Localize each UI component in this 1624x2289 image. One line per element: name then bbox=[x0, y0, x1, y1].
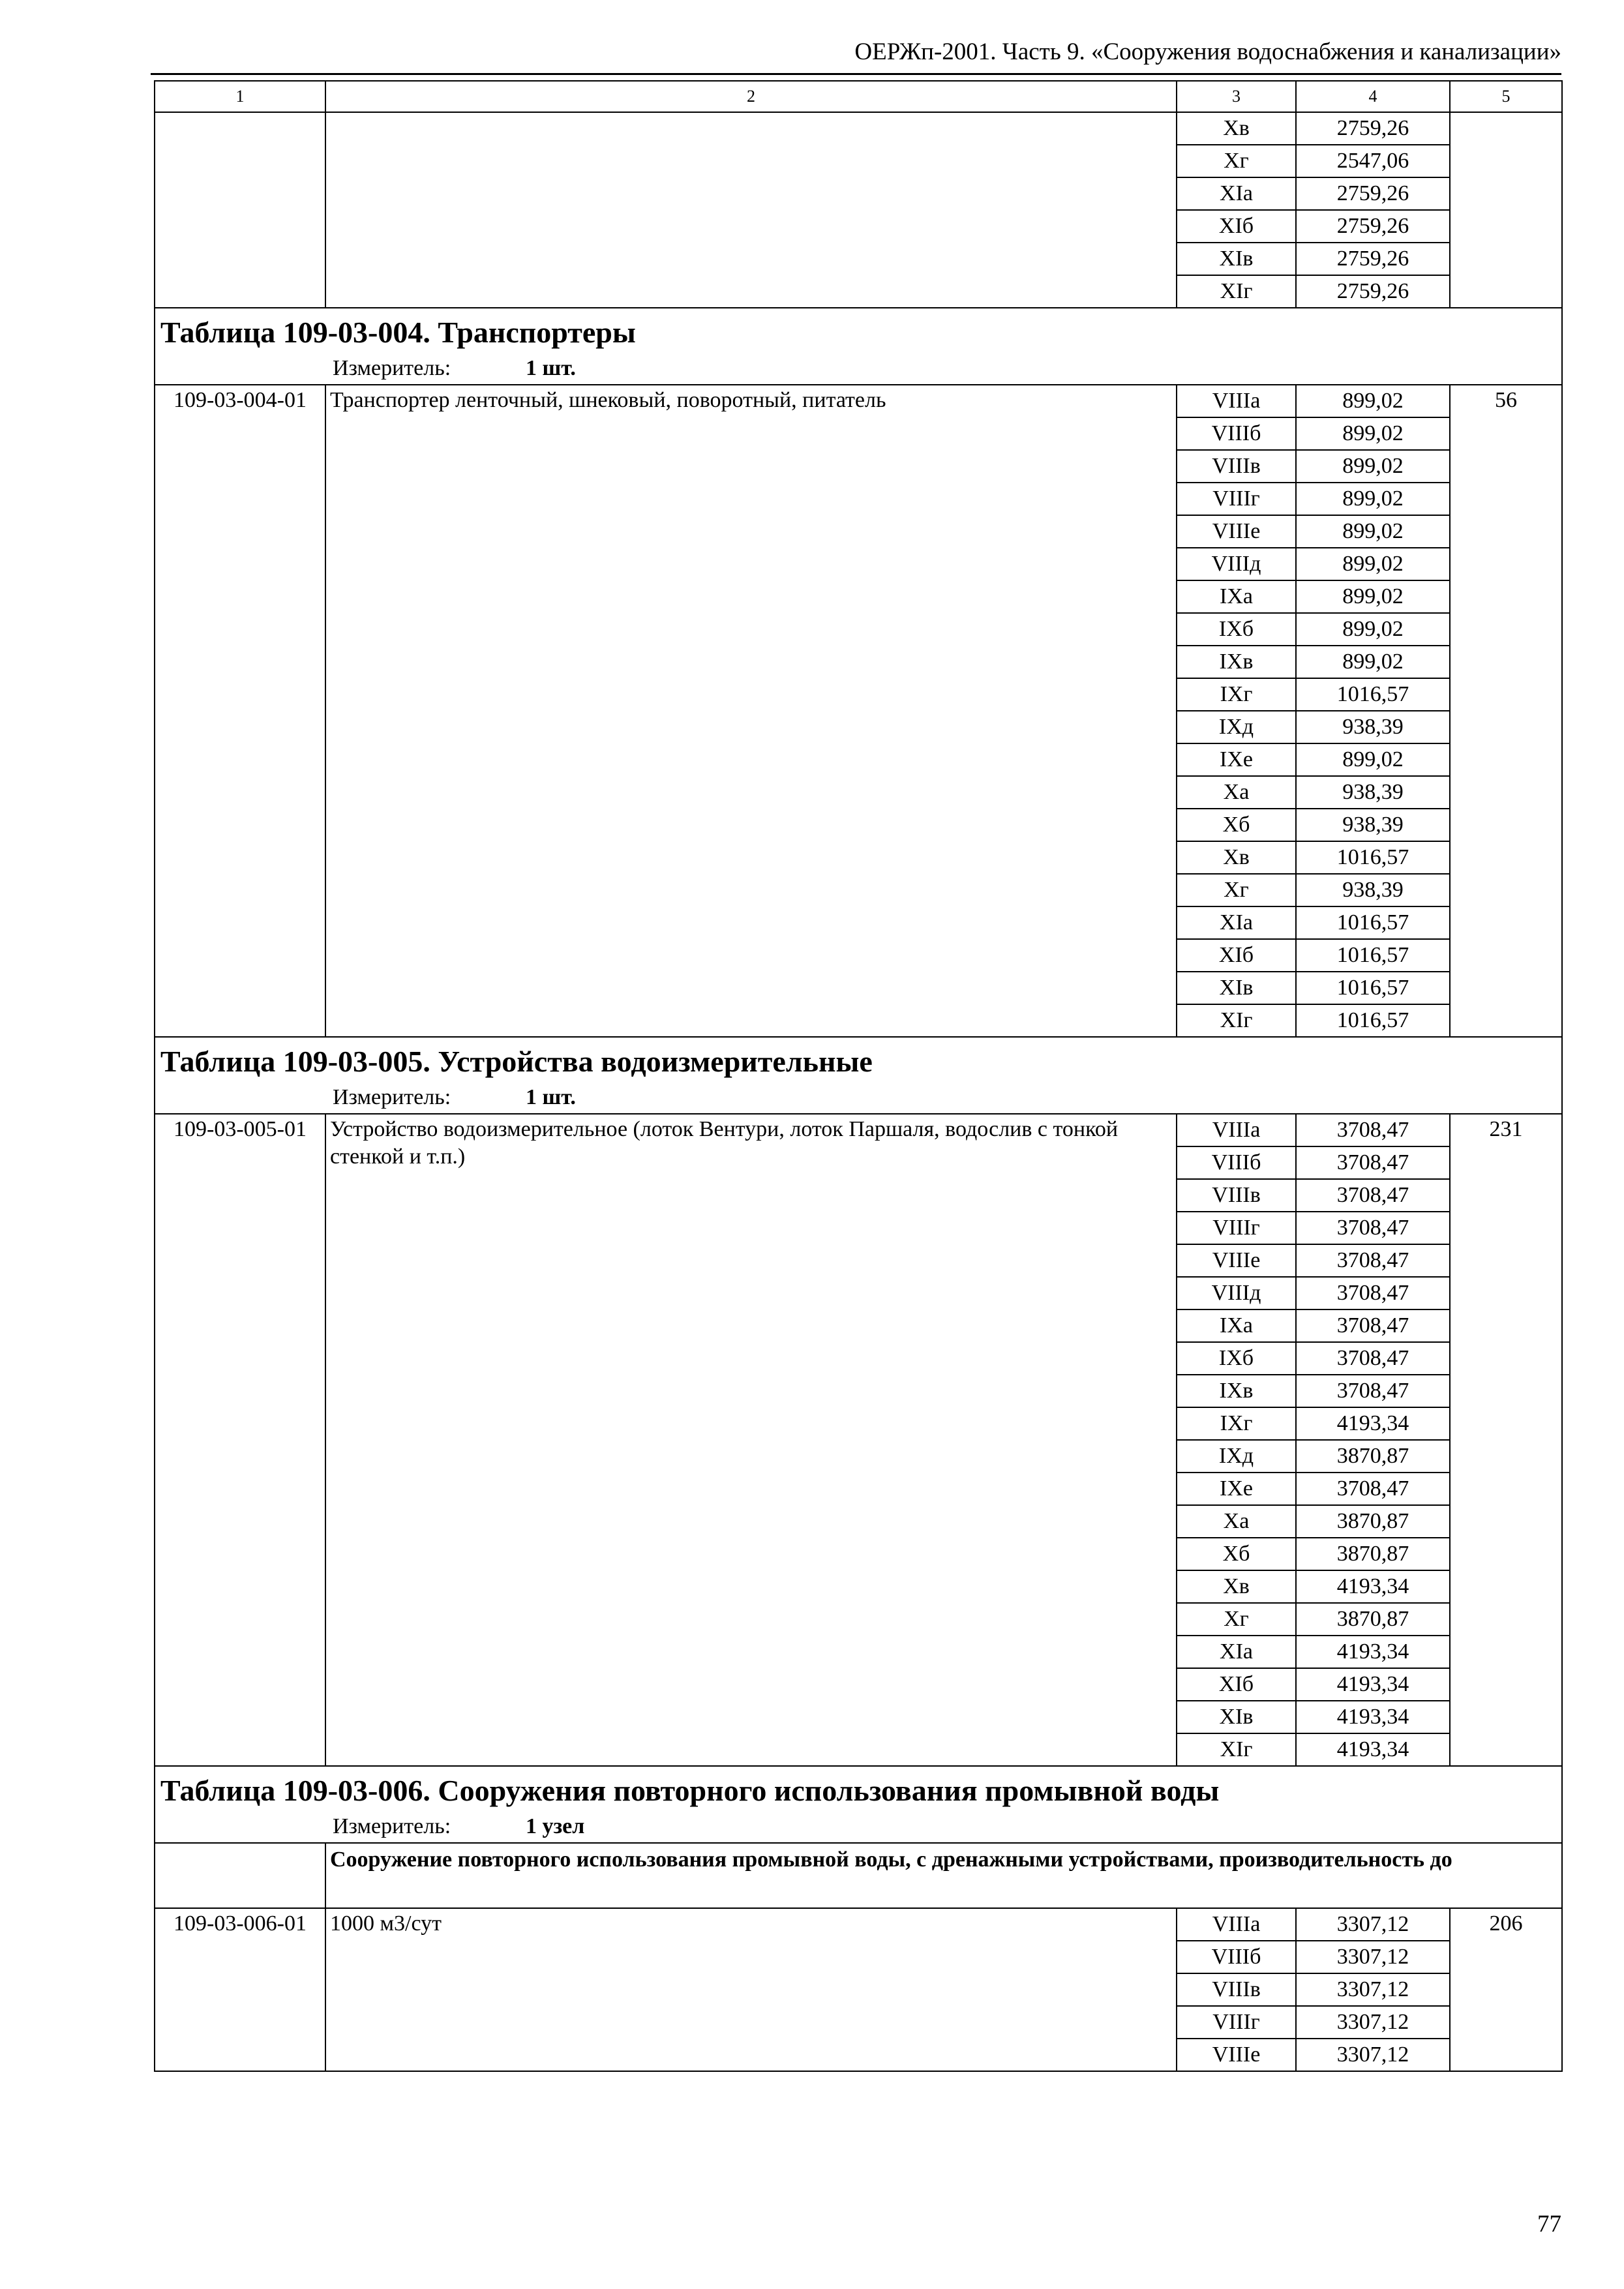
item-code: 109-03-004-01 bbox=[155, 385, 325, 1037]
price-cell: 938,39 bbox=[1296, 711, 1450, 743]
item-col5 bbox=[1450, 112, 1562, 308]
price-cell: 4193,34 bbox=[1296, 1733, 1450, 1766]
unit-label: Измеритель: bbox=[333, 1085, 451, 1109]
table-row bbox=[155, 385, 1562, 417]
price-cell: 4193,34 bbox=[1296, 1701, 1450, 1733]
price-cell: 4193,34 bbox=[1296, 1668, 1450, 1701]
column-number: 1 bbox=[155, 81, 325, 112]
zone-cell: VIIIв bbox=[1177, 450, 1296, 483]
zone-cell: IXв bbox=[1177, 646, 1296, 678]
subheader-row bbox=[155, 1843, 1562, 1908]
price-cell: 3708,47 bbox=[1296, 1375, 1450, 1407]
zone-cell: VIIIв bbox=[1177, 1973, 1296, 2006]
price-cell: 3708,47 bbox=[1296, 1342, 1450, 1375]
price-cell: 2759,26 bbox=[1296, 112, 1450, 145]
price-cell: 899,02 bbox=[1296, 548, 1450, 580]
zone-cell: XIв bbox=[1177, 1701, 1296, 1733]
zone-cell: IXа bbox=[1177, 580, 1296, 613]
price-cell: 1016,57 bbox=[1296, 972, 1450, 1004]
zone-cell: XIб bbox=[1177, 210, 1296, 243]
zone-cell: XIг bbox=[1177, 1733, 1296, 1766]
zone-cell: Xв bbox=[1177, 841, 1296, 874]
item-col5: 231 bbox=[1450, 1114, 1562, 1766]
item-description: 1000 м3/сут bbox=[325, 1908, 1177, 2071]
price-cell: 3870,87 bbox=[1296, 1538, 1450, 1570]
price-cell: 2759,26 bbox=[1296, 210, 1450, 243]
zone-cell: IXв bbox=[1177, 1375, 1296, 1407]
zone-cell: Xб bbox=[1177, 1538, 1296, 1570]
zone-cell: VIIIе bbox=[1177, 515, 1296, 548]
item-description bbox=[325, 112, 1177, 308]
column-number: 5 bbox=[1450, 81, 1562, 112]
item-description: Устройство водоизмерительное (лоток Вентури, лоток Паршаля, водослив с тонкой стенкой и т.п.) bbox=[325, 1114, 1177, 1766]
zone-cell: VIIIе bbox=[1177, 2039, 1296, 2071]
price-cell: 3307,12 bbox=[1296, 2039, 1450, 2071]
zone-cell: IXг bbox=[1177, 678, 1296, 711]
zone-cell: Xв bbox=[1177, 112, 1296, 145]
price-cell: 4193,34 bbox=[1296, 1636, 1450, 1668]
price-cell: 1016,57 bbox=[1296, 939, 1450, 972]
zone-cell: VIIIд bbox=[1177, 1277, 1296, 1309]
item-code: 109-03-005-01 bbox=[155, 1114, 325, 1766]
zone-cell: XIа bbox=[1177, 177, 1296, 210]
item-code bbox=[155, 112, 325, 308]
zone-cell: VIIIг bbox=[1177, 1212, 1296, 1244]
unit-row bbox=[155, 353, 1562, 385]
table-row bbox=[155, 112, 1562, 145]
zone-cell: IXг bbox=[1177, 1407, 1296, 1440]
price-cell: 3307,12 bbox=[1296, 1941, 1450, 1973]
zone-cell: XIа bbox=[1177, 1636, 1296, 1668]
price-cell: 2759,26 bbox=[1296, 177, 1450, 210]
zone-cell: Xг bbox=[1177, 145, 1296, 177]
zone-cell: IXа bbox=[1177, 1309, 1296, 1342]
column-number: 2 bbox=[325, 81, 1177, 112]
page-number: 77 bbox=[1537, 2211, 1561, 2237]
price-cell: 3708,47 bbox=[1296, 1146, 1450, 1179]
price-cell: 899,02 bbox=[1296, 646, 1450, 678]
column-number: 3 bbox=[1177, 81, 1296, 112]
unit-cell bbox=[155, 1812, 1562, 1843]
price-cell: 2759,26 bbox=[1296, 275, 1450, 308]
table-title: Таблица 109-03-005. Устройства водоизмерительные bbox=[155, 1037, 1562, 1083]
zone-cell: IXд bbox=[1177, 1440, 1296, 1473]
price-cell: 1016,57 bbox=[1296, 906, 1450, 939]
price-cell: 3708,47 bbox=[1296, 1473, 1450, 1505]
zone-cell: XIг bbox=[1177, 1004, 1296, 1037]
unit-label: Измеритель: bbox=[333, 1814, 451, 1838]
price-cell: 899,02 bbox=[1296, 450, 1450, 483]
zone-cell: XIв bbox=[1177, 243, 1296, 275]
unit-cell bbox=[155, 353, 1562, 385]
price-cell: 3870,87 bbox=[1296, 1603, 1450, 1636]
price-cell: 3307,12 bbox=[1296, 1908, 1450, 1941]
price-table-body bbox=[155, 81, 1562, 2071]
table-title-row bbox=[155, 308, 1562, 353]
price-cell: 4193,34 bbox=[1296, 1407, 1450, 1440]
zone-cell: XIб bbox=[1177, 939, 1296, 972]
price-cell: 938,39 bbox=[1296, 776, 1450, 809]
price-cell: 2547,06 bbox=[1296, 145, 1450, 177]
price-cell: 899,02 bbox=[1296, 613, 1450, 646]
unit-row bbox=[155, 1083, 1562, 1114]
price-cell: 3708,47 bbox=[1296, 1277, 1450, 1309]
price-cell: 1016,57 bbox=[1296, 1004, 1450, 1037]
zone-cell: IXе bbox=[1177, 743, 1296, 776]
zone-cell: Xб bbox=[1177, 809, 1296, 841]
zone-cell: VIIIе bbox=[1177, 1244, 1296, 1277]
zone-cell: VIIIг bbox=[1177, 2006, 1296, 2039]
price-cell: 3307,12 bbox=[1296, 1973, 1450, 2006]
unit-value: 1 узел bbox=[526, 1814, 585, 1838]
price-cell: 3307,12 bbox=[1296, 2006, 1450, 2039]
running-header: ОЕРЖп-2001. Часть 9. «Сооружения водоснабжения и канализации» bbox=[854, 38, 1561, 65]
price-cell: 3708,47 bbox=[1296, 1244, 1450, 1277]
price-cell: 4193,34 bbox=[1296, 1570, 1450, 1603]
zone-cell: VIIIв bbox=[1177, 1179, 1296, 1212]
price-cell: 3708,47 bbox=[1296, 1179, 1450, 1212]
table-row bbox=[155, 1908, 1562, 1941]
table-title-row bbox=[155, 1766, 1562, 1812]
zone-cell: XIб bbox=[1177, 1668, 1296, 1701]
price-cell: 1016,57 bbox=[1296, 841, 1450, 874]
zone-cell: VIIIа bbox=[1177, 385, 1296, 417]
zone-cell: Xг bbox=[1177, 874, 1296, 906]
item-col5: 56 bbox=[1450, 385, 1562, 1037]
price-cell: 899,02 bbox=[1296, 417, 1450, 450]
zone-cell: XIв bbox=[1177, 972, 1296, 1004]
zone-cell: IXд bbox=[1177, 711, 1296, 743]
price-table bbox=[154, 80, 1563, 2072]
price-cell: 938,39 bbox=[1296, 874, 1450, 906]
price-cell: 3708,47 bbox=[1296, 1309, 1450, 1342]
price-cell: 3708,47 bbox=[1296, 1114, 1450, 1146]
item-code: 109-03-006-01 bbox=[155, 1908, 325, 2071]
zone-cell: VIIIб bbox=[1177, 1146, 1296, 1179]
zone-cell: VIIIб bbox=[1177, 1941, 1296, 1973]
zone-cell: XIа bbox=[1177, 906, 1296, 939]
unit-row bbox=[155, 1812, 1562, 1843]
item-col5: 206 bbox=[1450, 1908, 1562, 2071]
table-title: Таблица 109-03-004. Транспортеры bbox=[155, 308, 1562, 353]
zone-cell: IXб bbox=[1177, 613, 1296, 646]
subheader-spacer bbox=[155, 1843, 325, 1908]
zone-cell: VIIIб bbox=[1177, 417, 1296, 450]
zone-cell: VIIIа bbox=[1177, 1908, 1296, 1941]
item-description: Транспортер ленточный, шнековый, поворотный, питатель bbox=[325, 385, 1177, 1037]
zone-cell: VIIIд bbox=[1177, 548, 1296, 580]
price-cell: 899,02 bbox=[1296, 743, 1450, 776]
zone-cell: VIIIа bbox=[1177, 1114, 1296, 1146]
price-cell: 3708,47 bbox=[1296, 1212, 1450, 1244]
unit-value: 1 шт. bbox=[526, 1085, 576, 1109]
price-cell: 899,02 bbox=[1296, 385, 1450, 417]
price-cell: 3870,87 bbox=[1296, 1440, 1450, 1473]
price-cell: 899,02 bbox=[1296, 483, 1450, 515]
price-cell: 899,02 bbox=[1296, 580, 1450, 613]
price-cell: 899,02 bbox=[1296, 515, 1450, 548]
table-row bbox=[155, 1114, 1562, 1146]
zone-cell: Xа bbox=[1177, 776, 1296, 809]
zone-cell: XIг bbox=[1177, 275, 1296, 308]
zone-cell: Xа bbox=[1177, 1505, 1296, 1538]
price-cell: 1016,57 bbox=[1296, 678, 1450, 711]
column-number-row bbox=[155, 81, 1562, 112]
unit-label: Измеритель: bbox=[333, 356, 451, 380]
price-cell: 3870,87 bbox=[1296, 1505, 1450, 1538]
zone-cell: Xв bbox=[1177, 1570, 1296, 1603]
price-cell: 938,39 bbox=[1296, 809, 1450, 841]
table-title: Таблица 109-03-006. Сооружения повторного использования промывной воды bbox=[155, 1766, 1562, 1812]
subheader-text: Сооружение повторного использования промывной воды, с дренажными устройствами, производительность до bbox=[325, 1843, 1562, 1908]
table-title-row bbox=[155, 1037, 1562, 1083]
unit-cell bbox=[155, 1083, 1562, 1114]
column-number: 4 bbox=[1296, 81, 1450, 112]
header-rule bbox=[151, 73, 1561, 75]
zone-cell: VIIIг bbox=[1177, 483, 1296, 515]
price-cell: 2759,26 bbox=[1296, 243, 1450, 275]
zone-cell: Xг bbox=[1177, 1603, 1296, 1636]
zone-cell: IXе bbox=[1177, 1473, 1296, 1505]
zone-cell: IXб bbox=[1177, 1342, 1296, 1375]
unit-value: 1 шт. bbox=[526, 356, 576, 380]
